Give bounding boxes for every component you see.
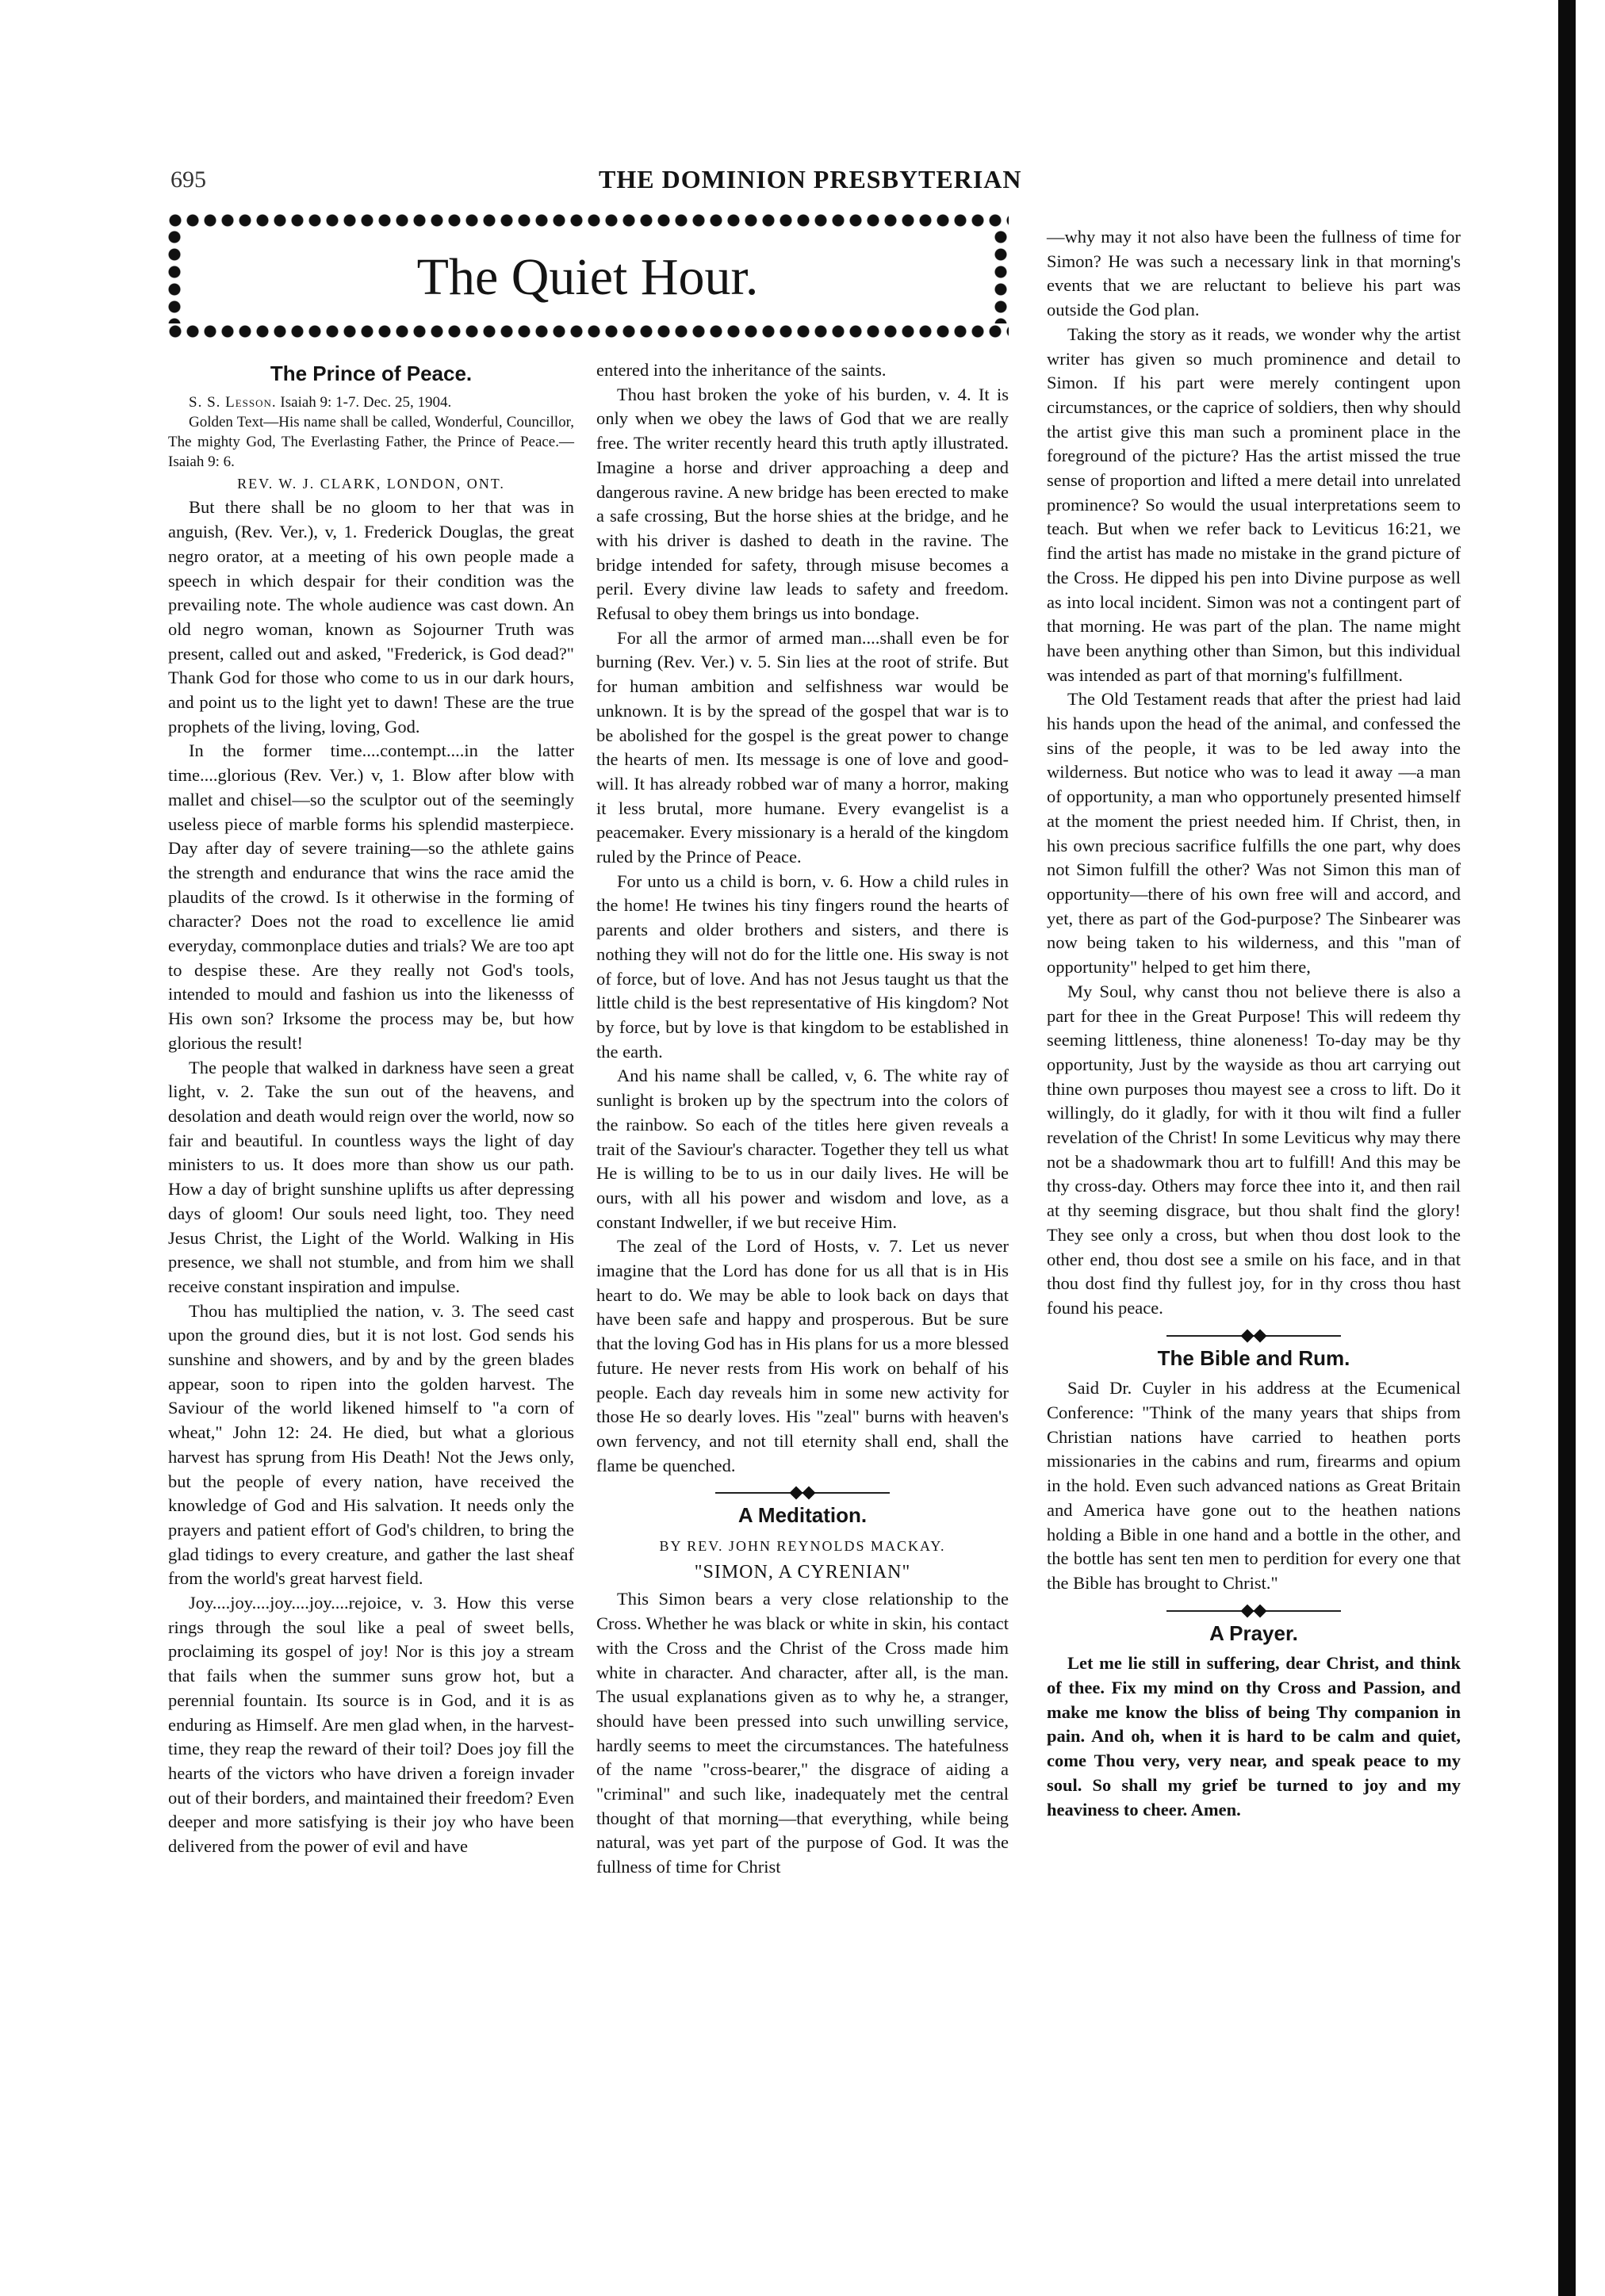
paragraph: Let me lie still in suffering, dear Christ, and think of thee. Fix my mind on thy Cross and Passion, and make me know the bliss of being Thy companion in pain. And oh, when it is hard to be calm and quiet, come Thou very, very near, and speak peace to my soul. So shall my grief be turned to joy and my heaviness to cheer. Amen. bbox=[1047, 1653, 1461, 1820]
divider-ornament bbox=[791, 1488, 814, 1498]
lesson-text: Isaiah 9: 1-7. Dec. 25, 1904. bbox=[280, 393, 452, 411]
lesson-reference bbox=[168, 392, 574, 412]
meditation-subhead: "SIMON, A CYRENIAN" bbox=[694, 1561, 911, 1582]
paragraph: —why may it not also have been the fullness of time for Simon? He was such a necessary link in that morning's events that we are reluctant to believe his part was outside the God plan. bbox=[1047, 227, 1461, 320]
paragraph: But there shall be no gloom to her that was in anguish, (Rev. Ver.), v, 1. Frederick Douglas, the great negro orator, at a meeting of his own people made a speech in which despair for their condition was the prevailing note. The whole audience was cast down. An old negro woman, known as Sojourner Truth was present, called out and asked, "Frederick, is God dead?" Thank God for those who come to us in our dark hours, and point us to the light yet to dawn! These are the true prophets of the living, loving, God. bbox=[168, 497, 574, 737]
paragraph: Thou hast broken the yoke of his burden, v. 4. It is only when we obey the laws of God that we are really free. The writer recently heard this truth aptly illustrated. Imagine a horse and driver approaching a deep and dangerous ravine. A new bridge has been erected to make a safe crossing, But the horse shies at the bridge, and he with his driver is dashed to death in the ravine. The bridge intended for safety, through misuse becomes a peril. Every divine law leads to safety and freedom. Refusal to obey them brings us into bondage. bbox=[596, 384, 1009, 624]
paragraph: Joy....joy....joy....joy....rejoice, v. 3. How this verse rings through the soul like a peal of sweet bells, proclaiming its gospel of joy! Nor is this joy a stream that fails when the summer suns grow hot, but a perennial fountain. Its source is in God, and it is as enduring as Himself. Are men glad when, in the harvest-time, they reap the reward of their toil? Does joy fill the hearts of the victors who have driven a foreign invader out of their borders, and maintained their freedom? Even deeper and more satisfying is their joy who have been delivered from the power of evil and have bbox=[168, 1593, 574, 1857]
section-divider bbox=[1166, 1604, 1341, 1617]
meditation-byline: BY REV. JOHN REYNOLDS MACKAY. bbox=[659, 1538, 946, 1555]
paragraph: The zeal of the Lord of Hosts, v. 7. Let us never imagine that the Lord has done for us all that is in His heart to do. We may be able to look back on days that have been safe and happy and prosperous. But be sure that the loving God has in His plans for us a more blessed future. He never rests from His work on behalf of his people. Each day reveals him in some new activity for those He so dearly loves. His "zeal" burns with heaven's own fervency, and not till eternity shall end, shall the flame be quenched. bbox=[596, 1236, 1009, 1475]
column-1 bbox=[168, 358, 574, 1859]
divider-ornament bbox=[1243, 1331, 1265, 1341]
paragraph: Said Dr. Cuyler in his address at the Ecumenical Conference: "Think of the many years that ships from Christian nations have carried to heathen ports missionaries in the cabins and rum, firearms and opium in the hold. Even such advanced nations as Great Britain and America have gone out to the heathen nations holding a Bible in one hand and a bottle in the other, and the bottle has sent ten men to perdition for every one that the Bible has brought to Christ." bbox=[1047, 1378, 1461, 1593]
paragraph: Thou has multiplied the nation, v. 3. The seed cast upon the ground dies, but it is not lost. God sends his sunshine and showers, and by and by the green blades appear, soon to ripen into the golden harvest. The Saviour of the world likened himself to "a corn of wheat," John 12: 24. He died, but what a glorious harvest has sprung from His Death! Not the Jews only, but the people of every nation, have received the knowledge of God and His salvation. It needs only the prayers and patient effort of God's children, to bring the glad tidings to every creature, and gather the last sheaf from the world's great harvest field. bbox=[168, 1300, 574, 1589]
article-title-prince-of-peace: The Prince of Peace. bbox=[270, 362, 473, 385]
golden-text-body: —His name shall be called, Wonderful, Councillor, The mighty God, The Everlasting Father, the Prince of Peace.—Isaiah 9: 6. bbox=[168, 413, 574, 470]
golden-label: Golden Text bbox=[189, 413, 264, 430]
article-title-meditation: A Meditation. bbox=[737, 1503, 868, 1528]
column-2 bbox=[596, 358, 1009, 1880]
running-title: THE DOMINION PRESBYTERIAN bbox=[599, 165, 1022, 193]
section-divider bbox=[1166, 1329, 1341, 1341]
paragraph: entered into the inheritance of the saints. bbox=[596, 360, 887, 380]
page-edge-shadow bbox=[1558, 0, 1576, 2296]
article-title-bible-and-rum: The Bible and Rum. bbox=[1157, 1345, 1350, 1370]
article-title-prayer: A Prayer. bbox=[1209, 1621, 1298, 1645]
banner-border-bottom bbox=[167, 323, 1009, 339]
section-divider bbox=[715, 1486, 890, 1498]
paragraph: For all the armor of armed man....shall even be for burning (Rev. Ver.) v. 5. Sin lies at the root of strife. But for human ambition and selfishness war would be unknown. It is by the spread of the gospel that war is to be abolished for the gospel is the great power to change the hearts of men. Its message is one of love and good-will. It has already robbed war of many a horror, making it less brutal, more humane. Every evangelist is a peacemaker. Every missionary is a herald of the kingdom ruled by the Prince of Peace. bbox=[596, 627, 1009, 867]
banner-border-top bbox=[167, 212, 1009, 228]
paragraph: The Old Testament reads that after the priest had laid his hands upon the head of the animal, and confessed the sins of the people, it was to be led away into the wilderness. But notice who was to lead it away —a man of opportunity, a man who opportunely presented himself at the moment the priest needed him. If Christ, then, in his own precious sacrifice fulfills the one part, why does not Simon fulfill the other? Was not Simon this man of opportunity—there of his own free will and accord, and yet, there as part of the God-purpose? The Sinbearer was now being taken to his wilderness, and this "man of opportunity" helped to get him there, bbox=[1047, 689, 1461, 978]
paragraph: And his name shall be called, v, 6. The white ray of sunlight is broken up by the spectrum into the colors of the rainbow. So each of the titles here given reveals a trait of the Saviour's character. Together they tell us what He is willing to be to us in our daily lives. He will be ours, with all his power and wisdom and love, as a constant Indweller, if we but receive Him. bbox=[596, 1066, 1009, 1232]
paragraph: My Soul, why canst thou not believe there is also a part for thee in the Great Purpose! This will redeem thy seeming littleness, thine aloneness! To-day may be thy opportunity, Just by the wayside as thou art carrying out thine own purposes thou mayest see a cross to lift. Do it willingly, do it gladly, for with it thou wilt find a fuller revelation of the Christ! In some Leviticus why may there not be a shadowmark thou art to fulfill! And this may be thy cross-day. Others may force thee into it, and then rail at thy seeming disgrace, but thou shalt find the glory! They see only a cross, but when thou dost look to the other end, thou dost see a smile on his face, and in that thou dost find thy fullest joy, for in thy cross thou hast found his peace. bbox=[1047, 981, 1461, 1318]
paragraph: For unto us a child is born, v. 6. How a child rules in the home! He twines his tiny fingers round the hearts of parents and older brothers and sisters, and there is nothing they will not do for the little one. His sway is not of force, but of love. And has not Jesus taught us that the little child is the best representative of His kingdom? Not by force, but by love is that kingdom to be established in the earth. bbox=[596, 871, 1009, 1062]
lesson-label: S. S. Lesson. bbox=[189, 393, 277, 411]
banner-title: The Quiet Hour. bbox=[416, 248, 759, 306]
paragraph: Taking the story as it reads, we wonder why the artist writer has given so much prominence and detail to Simon. If his part were merely contingent upon circumstances, or the caprice of soldiers, then why should the artist give this man such a prominent place in the foreground of the picture? Has the artist missed the true sense of proportion and lifted a mere detail into unrelated prominence? So would the usual interpretations seem to teach. But when we refer back to Leviticus 16:21, we find the artist has made no mistake in the grand picture of the Cross. He dipped his pen into Divine purpose as well as into local incident. Simon was not a contingent part of that morning. He was part of the plan. The name might have been anything other than Simon, but this individual was intended as part of that morning's fulfillment. bbox=[1047, 323, 1461, 685]
section-banner bbox=[167, 212, 1009, 339]
page-number: 695 bbox=[170, 166, 206, 193]
article-byline: REV. W. J. CLARK, LONDON, ONT. bbox=[237, 475, 505, 492]
paragraph: In the former time....contempt....in the latter time....glorious (Rev. Ver.) v, 1. Blow after blow with mallet and chisel—so the sculptor out of the seemingly useless piece of marble forms his splendid masterpiece. Day after day of severe training—so the athlete gains the strength and endurance that wins the race amid the plaudits of the crowd. Is it otherwise in the forming of character? Does not the road to excellence lie amid everyday, commonplace duties and trials? We are too apt to despise these. Are they really not God's tools, intended to mould and fashion us into the likenesss of His own son? Irksome the process may be, but how glorious the result! bbox=[168, 740, 574, 1053]
paragraph: The people that walked in darkness have seen a great light, v. 2. Take the sun out of the heavens, and desolation and death would reign over the world, now so fair and beautiful. In countless ways the light of day ministers to us. It does more than show us our path. How a day of bright sunshine uplifts us after depressing days of gloom! Our souls need light, too. They need Jesus Christ, the Light of the World. Walking in His presence, we shall not stumble, and from him we shall receive constant inspiration and impulse. bbox=[168, 1057, 574, 1296]
paragraph: This Simon bears a very close relationship to the Cross. Whether he was black or white in skin, his contact with the Cross and the Christ of the Cross made him white in character. And character, after all, is the man. The usual explanations given as to why he, a stranger, should have been pressed into such unwilling service, hardly seems to meet the circumstances. The hatefulness of the name "cross-bearer," the disgrace of aiding a "criminal" and such like, inadequately met the central thought of that morning—that everything, while being natural, was yet part of the purpose of God. It was the fullness of time for Christ bbox=[596, 1589, 1009, 1877]
divider-ornament bbox=[1243, 1606, 1265, 1616]
golden-text bbox=[168, 412, 574, 472]
column-3 bbox=[1047, 225, 1461, 1822]
